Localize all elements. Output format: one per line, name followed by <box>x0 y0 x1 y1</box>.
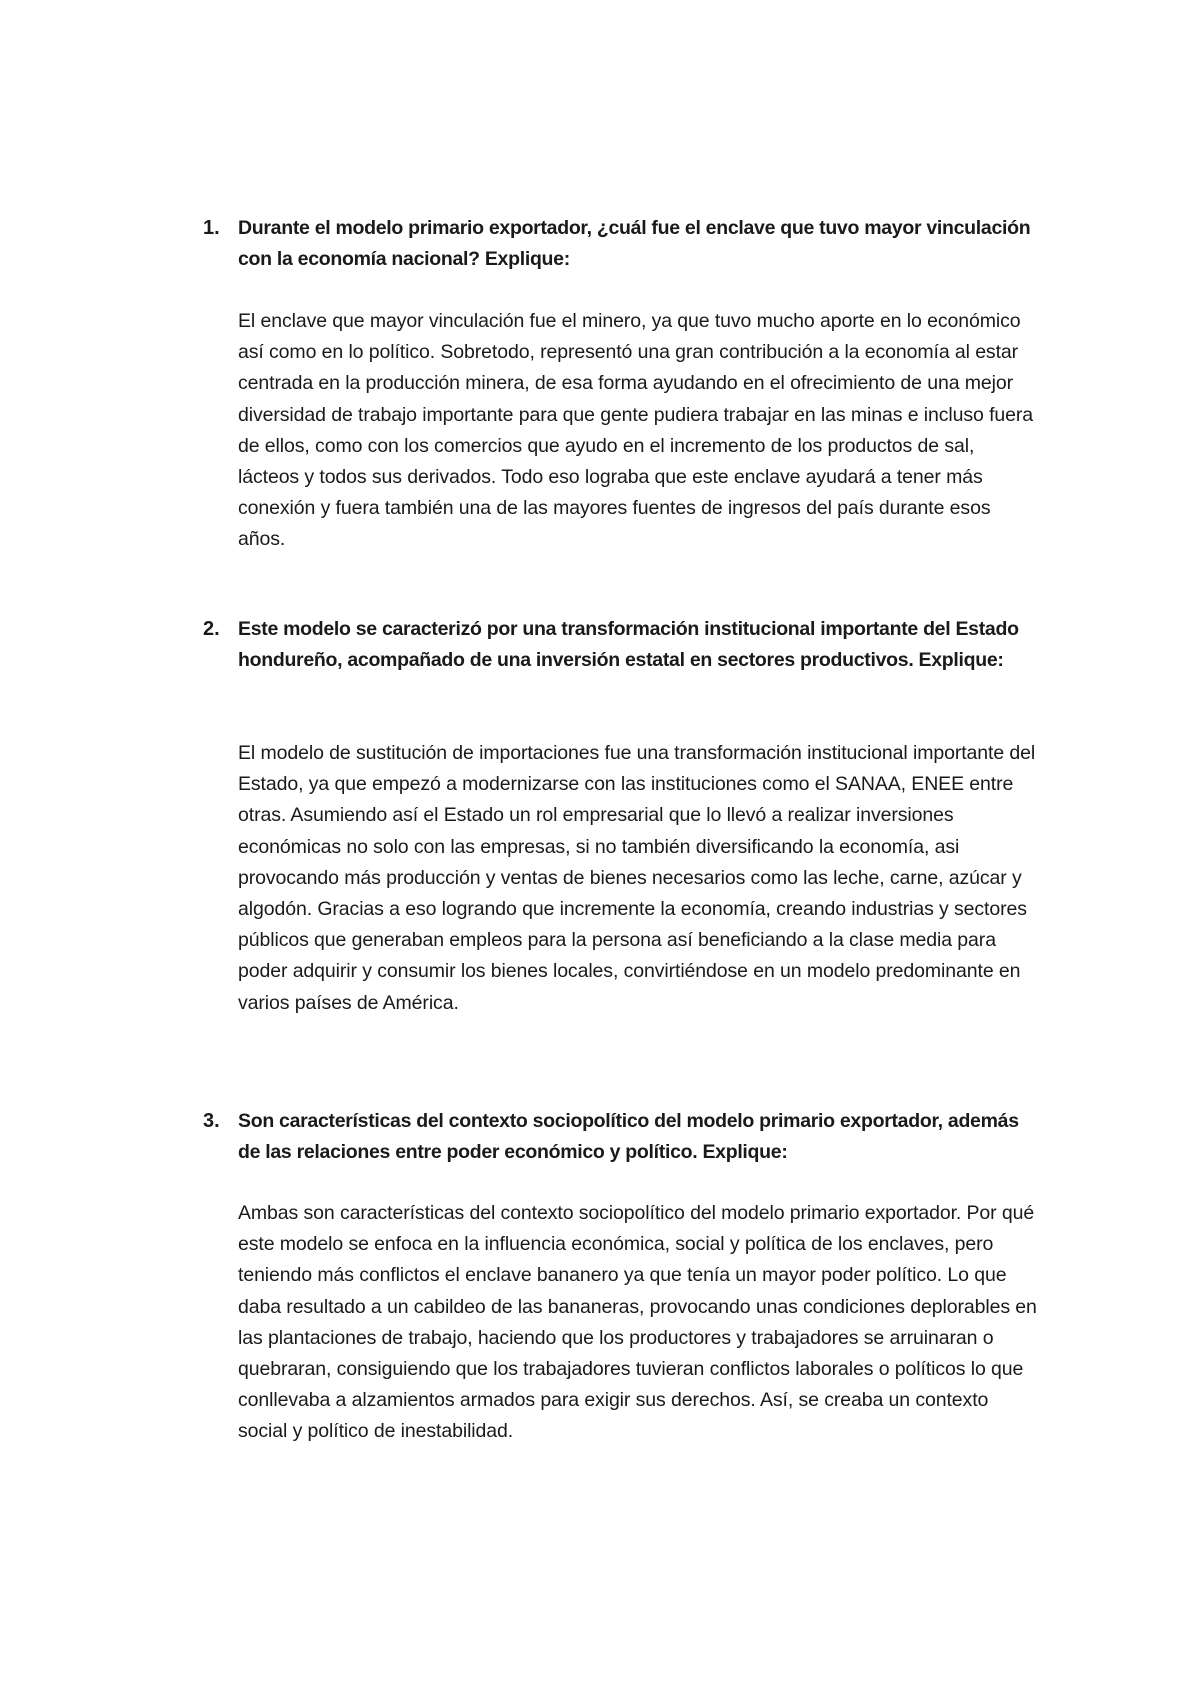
question-text: Este modelo se caracterizó por una transformación institucional importante del Estado hondureño, acompañado de una inversión estatal en sectores productivos. Explique: <box>238 618 1019 671</box>
answer-text: Ambas son características del contexto sociopolítico del modelo primario exportador. Por qué este modelo se enfoca en la influencia económica, social y política de los enclaves, pero teniendo más conflictos el enclave bananero ya que tenía un mayor poder político. Lo que daba resultado a un cabildeo de las bananeras, provocando unas condiciones deplorables en las plantaciones de trabajo, haciendo que los productores y trabajadores se arruinaran o quebraran, consiguiendo que los trabajadores tuvieran conflictos laborales o políticos lo que conllevaba a alzamientos armados para exigir sus derechos. Así, se creaba un contexto social y político de inestabilidad. <box>238 1202 1037 1443</box>
question-text: Durante el modelo primario exportador, ¿cuál fue el enclave que tuvo mayor vinculación con la economía nacional? Explique: <box>238 217 1031 270</box>
question-text: Son características del contexto sociopolítico del modelo primario exportador, además de las relaciones entre poder económico y político. Explique: <box>238 1110 1019 1163</box>
answer-text: El modelo de sustitución de importaciones fue una transformación institucional importante del Estado, ya que empezó a modernizarse con las instituciones como el SANAA, ENEE entre otras. Asumiendo así el Estado un rol empresarial que lo llevó a realizar inversiones económicas no solo con las empresas, si no también diversificando la economía, asi provocando más producción y ventas de bienes necesarios como las leche, carne, azúcar y algodón. Gracias a eso logrando que incremente la economía, creando industrias y sectores públicos que generaban empleos para la persona así beneficiando a la clase media para poder adquirir y consumir los bienes locales, convirtiéndose en un modelo predominante en varios países de América. <box>238 742 1036 1014</box>
question-number: 1. <box>203 217 220 239</box>
question-number: 3. <box>203 1110 220 1132</box>
answer-text: El enclave que mayor vinculación fue el minero, ya que tuvo mucho aporte en lo económico así como en lo político. Sobretodo, representó una gran contribución a la economía al estar centrada en la producción minera, de esa forma ayudando en el ofrecimiento de una mejor diversidad de trabajo importante para que gente pudiera trabajar en las minas e incluso fuera de ellos, como con los comercios que ayudo en el incremento de los productos de sal, lácteos y todos sus derivados. Todo eso lograba que este enclave ayudará a tener más conexión y fuera también una de las mayores fuentes de ingresos del país durante esos años. <box>238 310 1034 551</box>
question-number: 2. <box>203 618 220 640</box>
